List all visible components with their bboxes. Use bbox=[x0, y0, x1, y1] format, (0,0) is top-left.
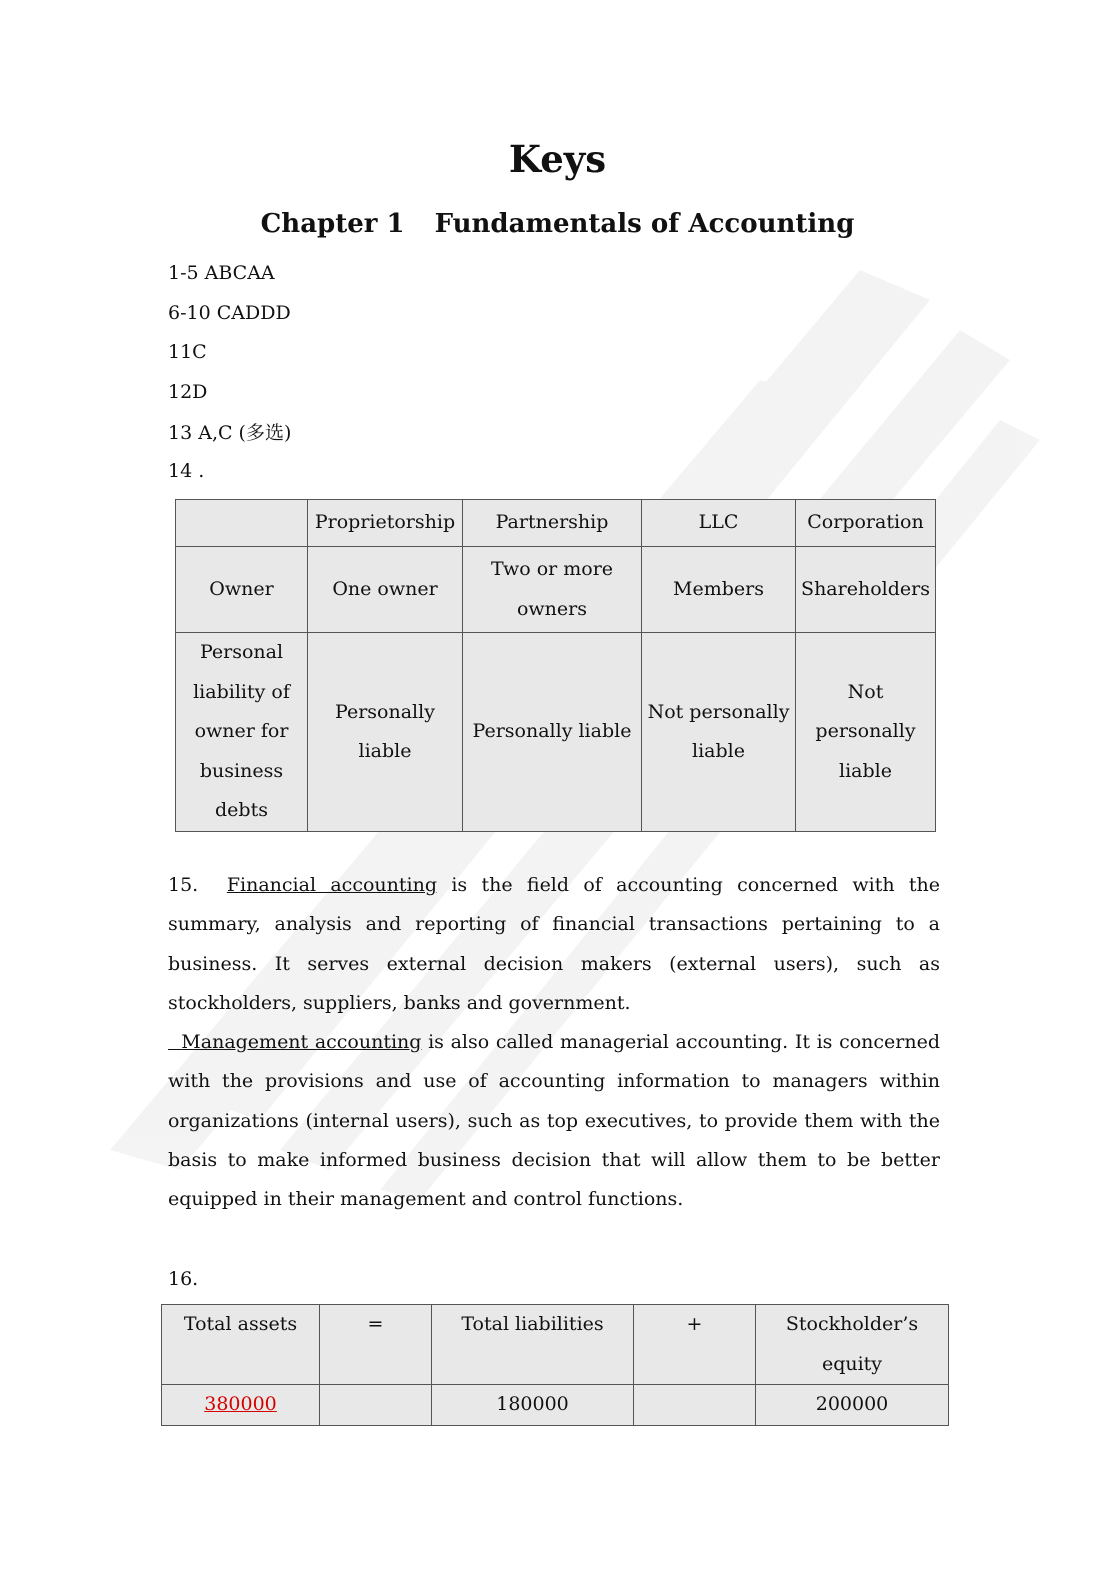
answer-14-label: 14 . bbox=[168, 459, 205, 482]
table-cell: Personally liable bbox=[463, 633, 642, 832]
answer-1-5: 1-5 ABCAA bbox=[168, 262, 275, 284]
answer-12: 12D bbox=[168, 380, 208, 403]
financial-accounting-term: Financial accounting bbox=[226, 874, 437, 896]
header-cell: Partnership bbox=[463, 500, 642, 547]
table-cell: Not personally liable bbox=[642, 633, 796, 832]
header-cell: Proprietorship bbox=[308, 500, 463, 547]
answer-15 bbox=[168, 866, 940, 1220]
table-cell: Shareholders bbox=[796, 547, 936, 633]
table-header-row bbox=[162, 1305, 949, 1385]
header-cell bbox=[176, 500, 308, 547]
header-cell: + bbox=[634, 1305, 756, 1385]
table-cell: One owner bbox=[308, 547, 463, 633]
business-forms-table bbox=[175, 499, 936, 832]
header-cell: Total liabilities bbox=[432, 1305, 634, 1385]
answer-list bbox=[168, 255, 291, 492]
header-cell: = bbox=[320, 1305, 432, 1385]
table-row bbox=[176, 547, 936, 633]
management-accounting-term: Management accounting bbox=[181, 1031, 422, 1054]
financial-accounting-paragraph bbox=[168, 866, 940, 1023]
table-row bbox=[162, 1385, 949, 1426]
header-cell: Corporation bbox=[796, 500, 936, 547]
table-row bbox=[176, 633, 936, 832]
total-assets-value bbox=[162, 1385, 320, 1426]
management-accounting-text: is also called managerial accounting. It is concerned with the provisions and use of accounting information to managers within organizations (internal users), such as top executives, to provide them with the basis to make informed business decision that will allow them to be better equipped in their management and control functions. bbox=[168, 1031, 941, 1211]
answer-11: 11C bbox=[168, 341, 207, 363]
page-title: Keys bbox=[508, 137, 607, 181]
table-cell: Not personally liable bbox=[796, 633, 936, 832]
management-accounting-paragraph bbox=[168, 1023, 940, 1219]
header-cell: LLC bbox=[642, 500, 796, 547]
table-cell: Two or more owners bbox=[463, 547, 642, 633]
answer-16-label: 16. bbox=[168, 1268, 199, 1290]
financial-accounting-text: is the field of accounting concerned with the summary, analysis and reporting of financial transactions pertaining to a business. It serves external decision makers (external users), such as stockholders, suppliers, banks and government. bbox=[168, 874, 940, 1014]
chapter-heading bbox=[0, 202, 1115, 246]
header-cell: Stockholder’s equity bbox=[756, 1305, 949, 1385]
accounting-equation-table bbox=[161, 1304, 949, 1426]
table-cell: Personally liable bbox=[308, 633, 463, 832]
total-liabilities-value: 180000 bbox=[432, 1385, 634, 1426]
answer-value: 380000 bbox=[204, 1393, 277, 1415]
chapter-name: Fundamentals of Accounting bbox=[434, 209, 855, 239]
row-label: Personal liability of owner for business debts bbox=[176, 633, 308, 832]
header-cell: Total assets bbox=[162, 1305, 320, 1385]
row-label: Owner bbox=[176, 547, 308, 633]
stockholders-equity-value: 200000 bbox=[756, 1385, 949, 1426]
table-cell bbox=[634, 1385, 756, 1426]
table-header-row bbox=[176, 500, 936, 547]
answer-6-10: 6-10 CADDD bbox=[168, 301, 291, 324]
table-cell bbox=[320, 1385, 432, 1426]
chapter-number: Chapter 1 bbox=[260, 209, 405, 239]
answer-13: 13 A,C (多选) bbox=[168, 422, 292, 444]
table-cell: Members bbox=[642, 547, 796, 633]
question-number: 15. bbox=[168, 874, 199, 896]
